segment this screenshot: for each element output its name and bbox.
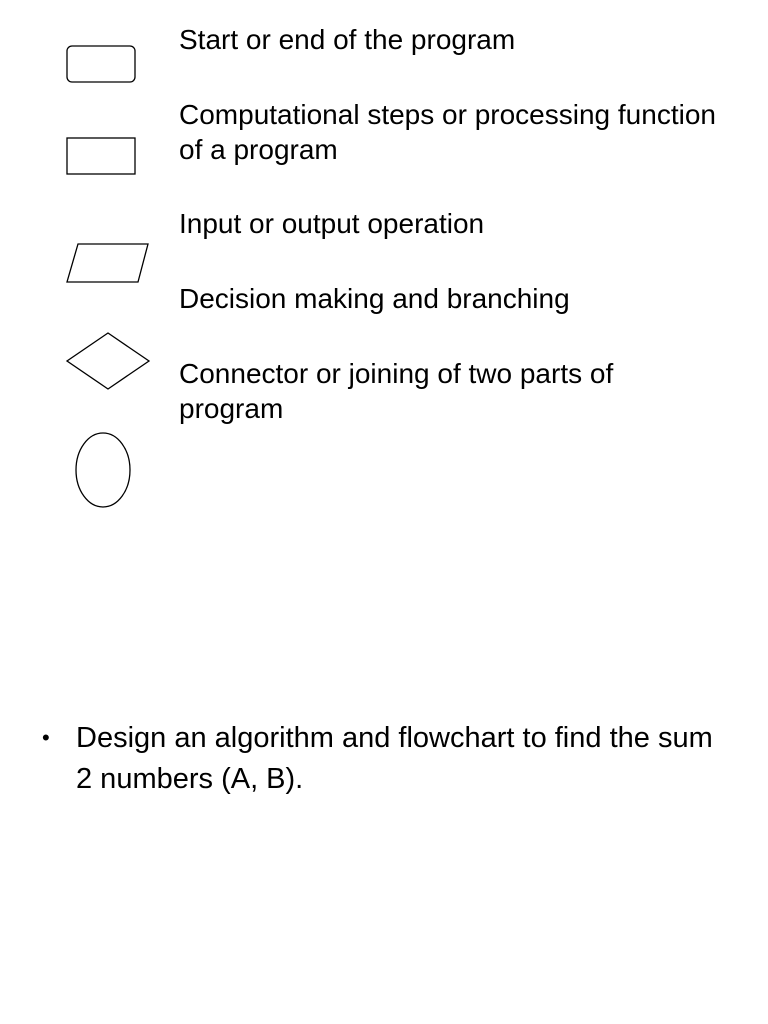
oval-icon — [74, 431, 132, 509]
bullet-icon: • — [42, 725, 50, 750]
parallelogram-icon — [66, 243, 150, 283]
rounded-rectangle-icon — [66, 45, 136, 83]
legend-label-input-output: Input or output operation — [179, 208, 485, 239]
task-text: Design an algorithm and flowchart to find the sum 2 numbers (A, B). — [76, 722, 713, 795]
flowchart-symbols — [0, 0, 170, 520]
rectangle-icon — [66, 137, 136, 175]
legend-label-connector: Connector or joining of two parts of program — [179, 358, 614, 424]
legend-label-process: Computational steps or processing function of a program — [179, 99, 716, 165]
legend-label-decision: Decision making and branching — [179, 283, 570, 314]
legend-label-start-end: Start or end of the program — [179, 24, 516, 55]
diamond-icon — [66, 332, 150, 390]
